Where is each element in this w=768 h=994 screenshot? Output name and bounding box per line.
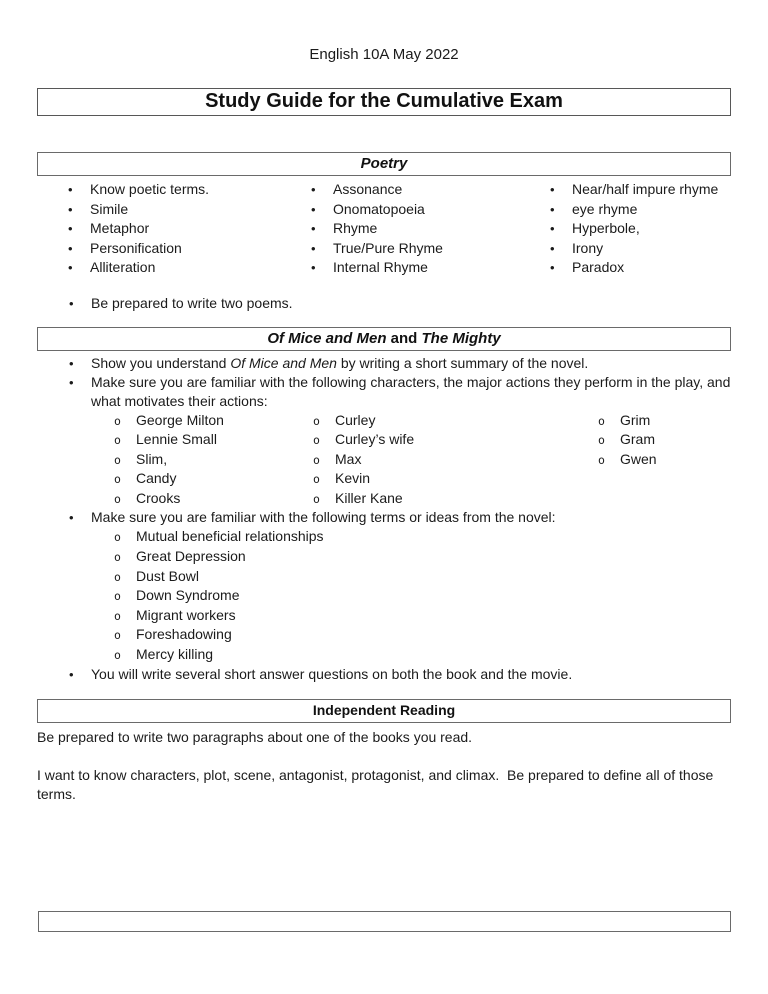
- list-item: [68, 180, 311, 200]
- poetry-section-header: [37, 152, 731, 176]
- list-item: [114, 547, 731, 567]
- list-item-text: Curley’s wife: [335, 431, 415, 448]
- list-item: [114, 430, 313, 450]
- list-item-text: Make sure you are familiar with the following characters, the major actions they perform in the play, and what motivates their actions:: [91, 373, 731, 409]
- list-item: [68, 239, 311, 259]
- list-item-text: Onomatopoeia: [333, 200, 425, 217]
- list-item-text: Irony: [572, 239, 604, 256]
- bullet-icon: •: [311, 240, 316, 256]
- list-item: [311, 258, 550, 278]
- list-item: [311, 219, 550, 239]
- list-item: [313, 489, 598, 509]
- list-item-text: Mercy killing: [136, 646, 214, 663]
- list-item-text: [91, 355, 588, 371]
- page-title: Study Guide for the Cumulative Exam: [205, 90, 563, 112]
- bullet-icon: •: [550, 201, 555, 217]
- bullet-icon: •: [68, 240, 73, 256]
- novels-list: [37, 354, 731, 684]
- circle-icon: o: [114, 452, 121, 467]
- circle-icon: o: [313, 472, 320, 487]
- list-item-text: Personification: [90, 239, 182, 256]
- poetry-terms-col2: [311, 180, 550, 278]
- list-item-text: Gram: [620, 431, 655, 448]
- independent-reading-para1: Be prepared to write two paragraphs about one of the books you read.: [37, 728, 473, 745]
- bullet-icon: •: [69, 355, 74, 371]
- list-item-text: Metaphor: [90, 220, 150, 236]
- characters-col3: [598, 411, 731, 509]
- list-item: [598, 411, 731, 431]
- novel-title-mighty: The Mighty: [421, 329, 501, 347]
- bullet-icon: •: [68, 221, 73, 236]
- course-heading: English 10A May 2022: [309, 46, 459, 63]
- list-item-text: Near/half impure rhyme: [572, 181, 719, 197]
- list-item-text: eye rhyme: [572, 200, 638, 217]
- poetry-terms-col3: [550, 180, 731, 278]
- circle-icon: o: [313, 433, 320, 448]
- list-item-text: Max: [335, 450, 362, 467]
- circle-icon: o: [114, 628, 121, 643]
- list-item: [550, 200, 731, 220]
- summary-bullet-pre: Show you understand: [91, 354, 231, 371]
- list-item-text: True/Pure Rhyme: [333, 239, 443, 256]
- list-item-text: Be prepared to write two poems.: [91, 294, 293, 311]
- circle-icon: o: [313, 413, 320, 428]
- list-item: [114, 469, 313, 489]
- poetry-heading: Poetry: [360, 155, 408, 172]
- list-item: [68, 219, 311, 239]
- bullet-icon: •: [69, 374, 74, 390]
- bullet-icon: •: [68, 182, 73, 197]
- summary-bullet-title: Of Mice and Men: [230, 354, 337, 371]
- heading-conjunction: and: [386, 329, 422, 347]
- list-item: [313, 430, 598, 450]
- novel-terms-list: [69, 527, 731, 664]
- characters-col1: [114, 411, 313, 509]
- poetry-footer-list: [37, 294, 731, 313]
- circle-icon: o: [114, 608, 121, 623]
- circle-icon: o: [313, 491, 320, 506]
- circle-icon: o: [598, 433, 605, 448]
- list-item: [114, 625, 731, 645]
- list-item-text: Simile: [90, 200, 129, 217]
- list-item: [114, 606, 731, 626]
- bullet-icon: •: [311, 260, 316, 275]
- list-item: [68, 258, 311, 278]
- bullet-icon: •: [69, 510, 74, 526]
- list-item: [550, 219, 731, 239]
- bullet-icon: •: [69, 666, 74, 682]
- empty-notes-box: [38, 911, 731, 932]
- circle-icon: o: [114, 413, 121, 428]
- list-item: [313, 411, 598, 431]
- list-item-text: Curley: [335, 411, 376, 428]
- list-item-text: Great Depression: [136, 548, 246, 565]
- list-item-text: Rhyme: [333, 220, 378, 236]
- list-item: [114, 586, 731, 606]
- list-item-text: Slim,: [136, 450, 168, 467]
- independent-reading-header: [37, 699, 731, 723]
- circle-icon: o: [598, 452, 605, 467]
- bullet-icon: •: [68, 260, 73, 275]
- bullet-icon: •: [69, 295, 74, 311]
- list-item: [313, 450, 598, 470]
- list-item-text: George Milton: [136, 411, 224, 428]
- title-box: [37, 88, 731, 116]
- independent-reading-heading: Independent Reading: [312, 701, 456, 718]
- list-item: [114, 567, 731, 587]
- list-item: [69, 354, 731, 373]
- list-item: [311, 239, 550, 259]
- bullet-icon: •: [311, 221, 316, 236]
- list-item-text: Make sure you are familiar with the following terms or ideas from the novel:: [91, 509, 556, 526]
- list-item-text: You will write several short answer questions on both the book and the movie.: [91, 665, 573, 682]
- list-item-text: Candy: [136, 470, 177, 487]
- circle-icon: o: [114, 569, 121, 584]
- list-item-text: Know poetic terms.: [90, 181, 210, 197]
- bullet-icon: •: [550, 260, 555, 275]
- list-item-text: Internal Rhyme: [333, 259, 428, 275]
- novels-heading: [267, 330, 500, 347]
- list-item-text: Gwen: [620, 450, 657, 467]
- list-item: [550, 239, 731, 259]
- list-item-text: Paradox: [572, 259, 625, 275]
- list-item-text: Crooks: [136, 489, 181, 506]
- list-item-text: Foreshadowing: [136, 626, 232, 643]
- terms-list-wrapper: [69, 527, 731, 664]
- list-item: [311, 200, 550, 220]
- bullet-icon: •: [550, 221, 555, 236]
- list-item-text: Mutual beneficial relationships: [136, 528, 324, 545]
- characters-columns: [69, 411, 731, 509]
- circle-icon: o: [114, 530, 121, 545]
- list-item: [69, 294, 731, 313]
- novel-title-omam: Of Mice and Men: [267, 329, 387, 347]
- characters-col2: [313, 411, 598, 509]
- characters-columns-wrapper: [69, 411, 731, 509]
- list-item: [114, 527, 731, 547]
- circle-icon: o: [114, 550, 121, 565]
- list-item-text: Assonance: [333, 181, 403, 197]
- list-item: [598, 430, 731, 450]
- list-item-text: Migrant workers: [136, 606, 236, 623]
- independent-reading-para2: I want to know characters, plot, scene, antagonist, protagonist, and climax. Be prepared to define all of those terms.: [37, 766, 718, 802]
- circle-icon: o: [114, 472, 121, 487]
- list-item-text: Down Syndrome: [136, 587, 240, 604]
- list-item: [68, 200, 311, 220]
- list-item-text: Dust Bowl: [136, 567, 200, 584]
- poetry-terms-columns: [37, 180, 731, 278]
- list-item-text: Lennie Small: [136, 431, 217, 448]
- list-item-text: Killer Kane: [335, 489, 403, 506]
- bullet-icon: •: [311, 201, 316, 217]
- list-item-text: Hyperbole,: [572, 220, 640, 236]
- circle-icon: o: [114, 433, 121, 448]
- list-item: [114, 489, 313, 509]
- list-item: [69, 665, 731, 684]
- circle-icon: o: [114, 648, 121, 663]
- list-item: [313, 469, 598, 489]
- list-item-text: Grim: [620, 411, 651, 428]
- circle-icon: o: [313, 452, 320, 467]
- list-item: [598, 450, 731, 470]
- bullet-icon: •: [550, 240, 555, 256]
- list-item: [311, 180, 550, 200]
- poetry-terms-col1: [68, 180, 311, 278]
- list-item: [69, 508, 731, 527]
- circle-icon: o: [114, 589, 121, 604]
- list-item-text: Alliteration: [90, 259, 156, 275]
- novels-section-header: [37, 327, 731, 351]
- bullet-icon: •: [550, 182, 555, 197]
- circle-icon: o: [598, 413, 605, 428]
- summary-bullet-post: by writing a short summary of the novel.: [336, 354, 589, 371]
- list-item: [550, 180, 731, 200]
- circle-icon: o: [114, 491, 121, 506]
- bullet-icon: •: [311, 182, 316, 197]
- list-item-text: Kevin: [335, 470, 371, 487]
- list-item: [114, 450, 313, 470]
- list-item: [114, 645, 731, 665]
- list-item: [550, 258, 731, 278]
- list-item: [69, 373, 731, 411]
- list-item: [114, 411, 313, 431]
- bullet-icon: •: [68, 201, 73, 217]
